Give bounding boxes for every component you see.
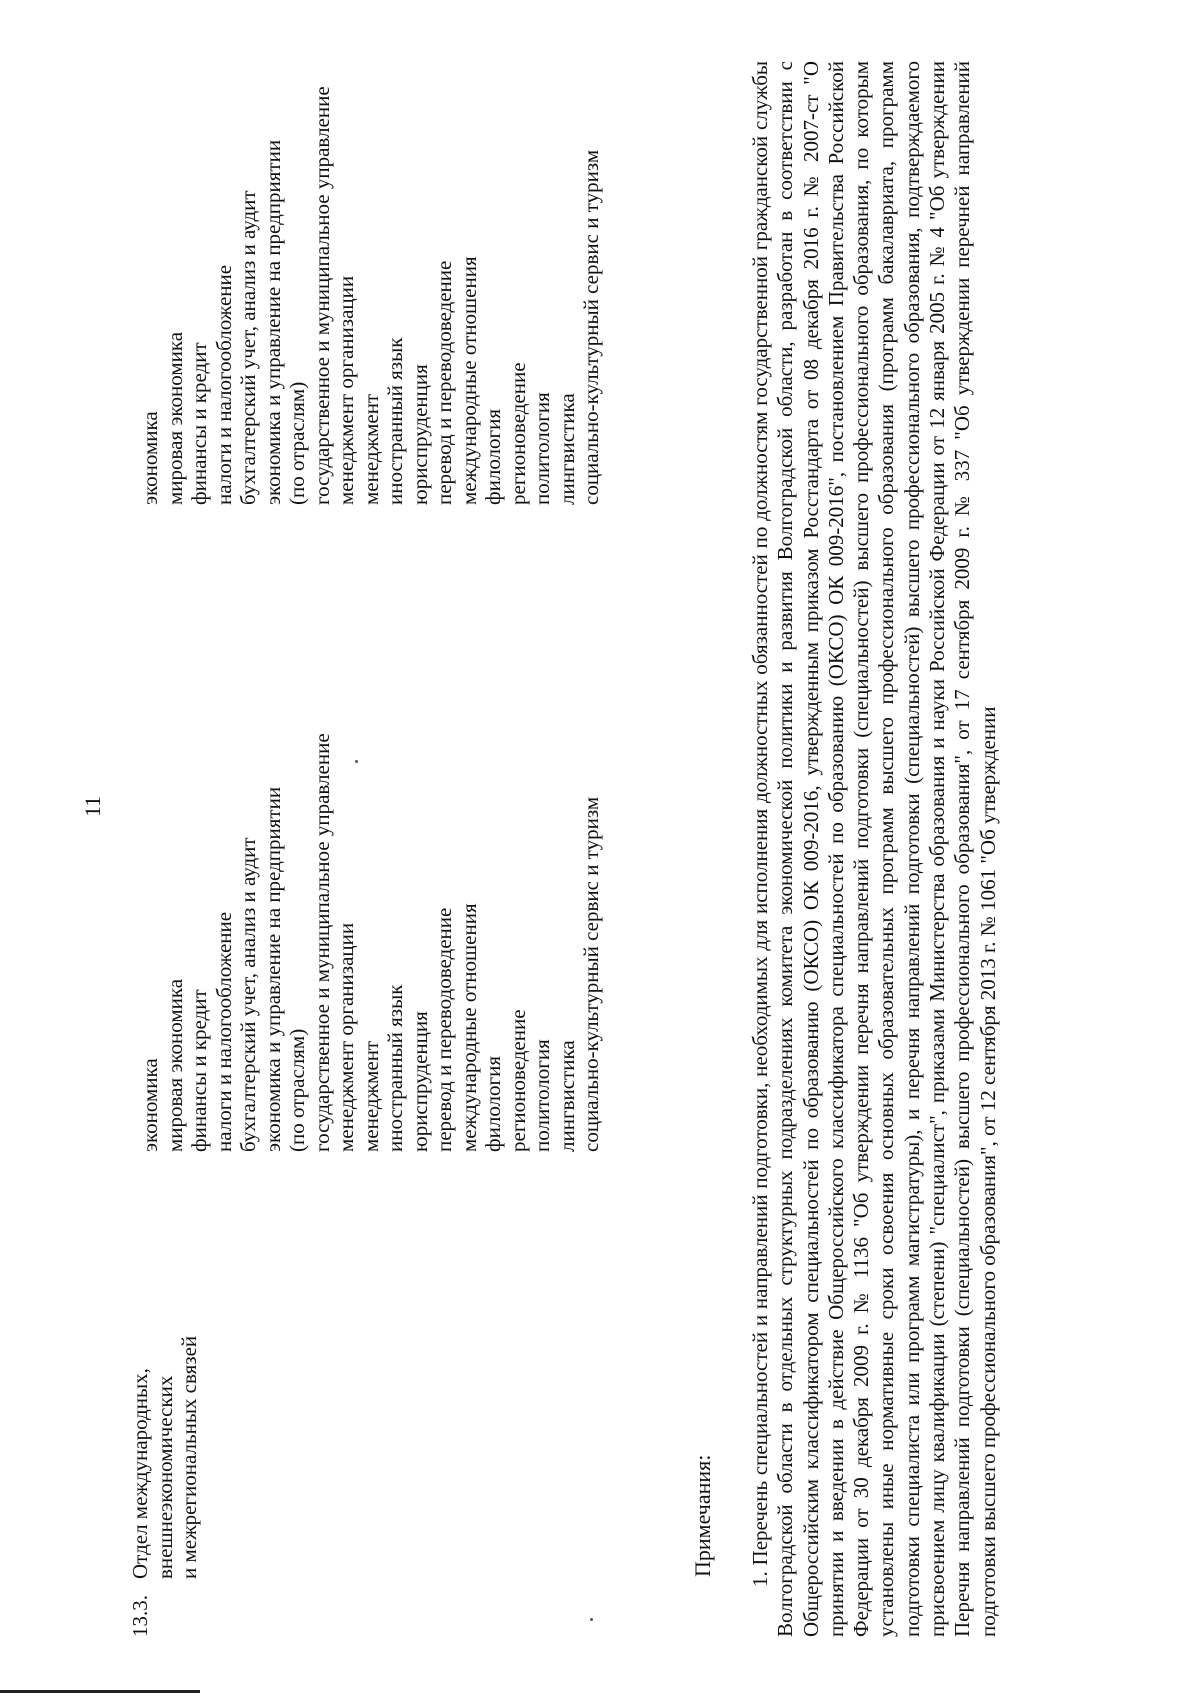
specialty-item: менеджмент bbox=[358, 393, 383, 505]
specialty-item: мировая экономика bbox=[162, 978, 187, 1152]
specialty-item: государственное и муниципальное управление bbox=[309, 86, 334, 505]
department-name-line: и межрегиональных связей bbox=[177, 1335, 201, 1579]
specialty-item: регионоведение bbox=[505, 362, 530, 505]
scan-artifact-dot bbox=[590, 1618, 593, 1621]
specialty-item: лингвистика bbox=[554, 1040, 579, 1152]
specialty-item: перевод и переводоведение bbox=[432, 907, 456, 1152]
scan-edge-line bbox=[0, 1690, 200, 1693]
specialty-item: социально-культурный сервис и туризм bbox=[579, 149, 603, 505]
specialty-item: бухгалтерский учет, анализ и аудит bbox=[236, 190, 260, 505]
specialty-item: мировая экономика bbox=[162, 331, 187, 505]
specialty-item: налоги и налогообложение bbox=[211, 911, 236, 1152]
specialty-item: экономика bbox=[138, 411, 162, 505]
specialty-item: менеджмент организации bbox=[334, 922, 358, 1152]
specialty-item: политология bbox=[530, 392, 554, 505]
specialties-column-2 bbox=[138, 5, 604, 505]
specialty-item: (по отраслям) bbox=[285, 1028, 309, 1152]
scan-artifact-dot bbox=[355, 760, 358, 763]
department-name bbox=[128, 1179, 202, 1579]
notes-heading: Примечания: bbox=[690, 1454, 715, 1577]
specialty-item: международные отношения bbox=[456, 256, 481, 505]
specialty-item: лингвистика bbox=[554, 393, 579, 505]
specialty-item: филология bbox=[481, 408, 505, 505]
specialty-item: финансы и кредит bbox=[187, 989, 211, 1152]
specialty-item: регионоведение bbox=[505, 1009, 530, 1152]
specialty-item: менеджмент организации bbox=[334, 275, 358, 505]
specialty-item: менеджмент bbox=[358, 1040, 383, 1152]
specialty-item: филология bbox=[481, 1055, 505, 1152]
specialty-item: иностранный язык bbox=[383, 337, 407, 505]
specialties-column-1 bbox=[138, 492, 604, 1152]
specialty-item: социально-культурный сервис и туризм bbox=[579, 796, 603, 1152]
page-number: 11 bbox=[80, 795, 105, 817]
specialty-item: юриспруденция bbox=[407, 1011, 432, 1152]
specialty-item: экономика bbox=[138, 1058, 162, 1152]
department-name-line: Отдел международных, bbox=[128, 1368, 152, 1579]
department-name-line: внешнеэкономических bbox=[152, 1375, 177, 1579]
specialty-item: (по отраслям) bbox=[285, 381, 309, 505]
specialty-item: государственное и муниципальное управление bbox=[309, 733, 334, 1152]
specialty-item: экономика и управление на предприятии bbox=[260, 786, 285, 1152]
specialty-item: перевод и переводоведение bbox=[432, 260, 456, 505]
specialty-item: финансы и кредит bbox=[187, 342, 211, 505]
notes-paragraph: 1. Перечень специальностей и направлений подготовки, необходимых для исполнения должностных обязанностей по должностям государственной гражданской службы Волгоградской области в отдельных структурных подразделениях комитета экономической политики и развития Волгоградской области, разработан в соответствии с Общероссийским классификатором специальностей по образованию (ОКСО) ОК 009-2016, утвержденным приказом Росстандарта от 08 декабря 2016 г. № 2007-ст "О принятии и введении в действие Общероссийского классификатора специальностей по образованию (ОКСО) ОК 009-2016", постановлением Правительства Российской Федерации от 30 декабря 2009 г. № 1136 "Об утверждении перечня направлений подготовки (специальностей) высшего профессионального образования, по которым установлены иные нормативные сроки освоения основных образовательных программ высшего профессионального образования (программ бакалавриата, программ подготовки специалиста или программ магистратуры), и перечня направлений подготовки (специальностей) высшего профессионального образования, подтверждаемого присвоением лицу квалификации (степени) "специалист", приказами Министерства образования и науки Российской Федерации от 12 января 2005 г. № 4 "Об утверждении Перечня направлений подготовки (специальностей) высшего профессионального образования", от 17 сентября 2009 г. № 337 "Об утверждении перечней направлений подготовки высшего профессионального образования", от 12 сентября 2013 г. № 1061 "Об утверждении bbox=[748, 61, 1000, 1637]
specialty-item: экономика и управление на предприятии bbox=[260, 139, 285, 505]
specialty-item: налоги и налогообложение bbox=[211, 264, 236, 505]
specialty-item: иностранный язык bbox=[383, 984, 407, 1152]
specialty-item: политология bbox=[530, 1039, 554, 1152]
specialty-item: международные отношения bbox=[456, 903, 481, 1152]
specialty-item: юриспруденция bbox=[407, 364, 432, 505]
specialty-item: бухгалтерский учет, анализ и аудит bbox=[236, 837, 260, 1152]
table-row-number: 13.3. bbox=[128, 1595, 152, 1637]
